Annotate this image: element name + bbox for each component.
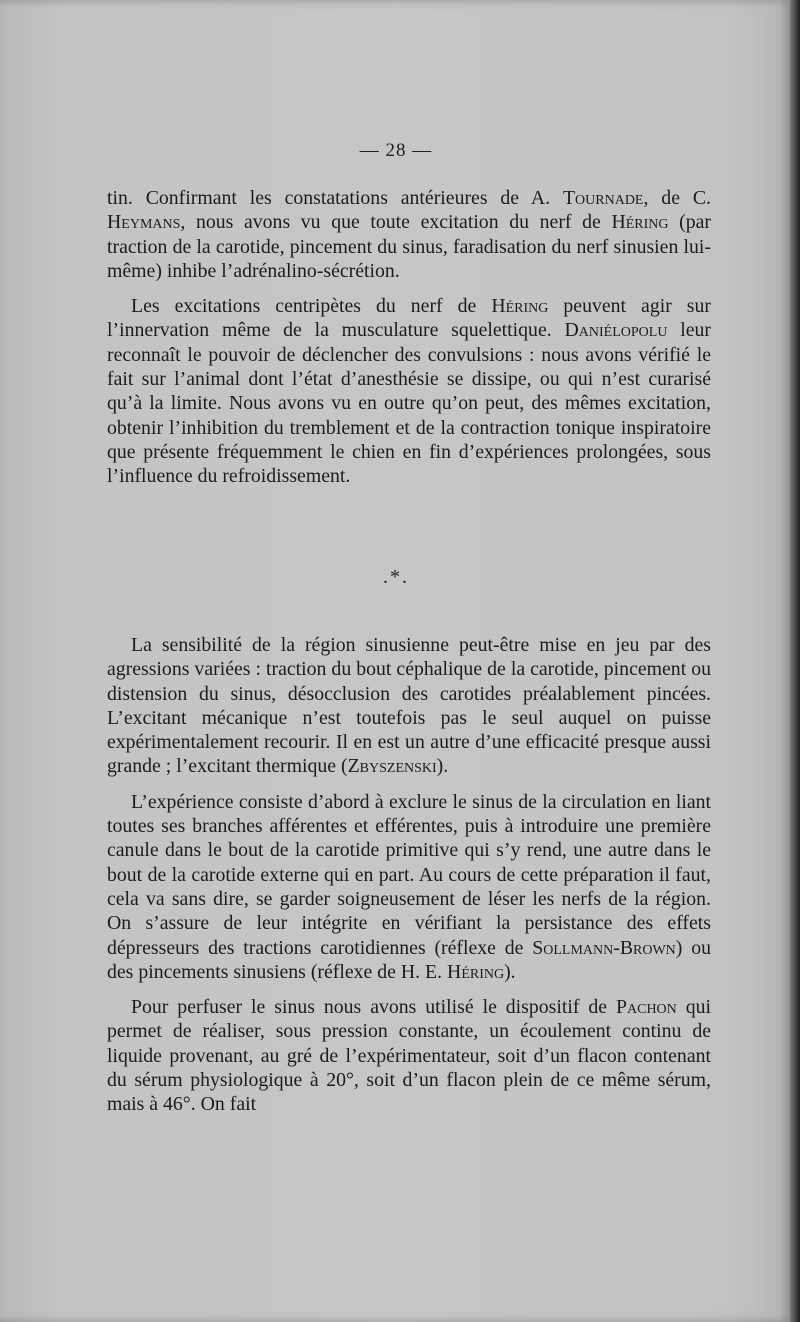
text-run: leur reconnaît le pouvoir de déclencher des convulsions : nous avons vérifié le fait sur l’animal dont l’état d’anesthésie se dissipe, ou qui n’est curarisé qu’à la limite. Nous avons vu en outre qu’on peut, des mêmes excitation, obtenir l’inhibition du tremblement et de la contraction tonique inspiratoire que présente fréquemment le chien en fin d’expériences prolongées, sous l’influence du refroidissement. xyxy=(107,319,711,488)
page-number: — 28 — xyxy=(359,140,433,161)
text-run: , nous avons vu que toute excitation du nerf de xyxy=(180,211,612,234)
page-edge-shadow xyxy=(790,0,800,1322)
text-run: peuvent agir sur l’innervation même de la musculature squelettique. xyxy=(107,295,711,342)
text-run: (par traction de la carotide, pincement du sinus, faradisation du nerf sinusien lui-même) inhibe l’adrénalino-sécrétion. xyxy=(107,211,711,282)
text-run: , de C. xyxy=(643,187,711,209)
author-name: Sollmann-Brown xyxy=(532,936,676,959)
text-block-lower xyxy=(107,633,711,1117)
author-name: Héring xyxy=(491,295,549,318)
author-name: Zbyszenski xyxy=(347,755,437,778)
paragraph xyxy=(107,995,711,1116)
text-block-upper xyxy=(107,186,711,489)
paragraph xyxy=(107,790,711,984)
text-run: tin. Confirmant les constatations antérieures de A. xyxy=(107,187,563,209)
author-name: Heymans xyxy=(107,211,181,234)
text-run: La sensibilité de la région sinusienne peut-être mise en jeu par des agressions variées : traction du bout céphalique de la carotide, pincement ou distension du sinus, désocclusion des carotides préalablement pincées. L’excitant mécanique n’est toutefois pas le seul auquel on puisse expérimentalement recourir. Il en est un autre d’une efficacité presque aussi grande ; l’excitant thermique ( xyxy=(107,634,711,778)
paragraph xyxy=(107,633,711,779)
author-name: Daniélopolu xyxy=(564,319,668,342)
paragraph xyxy=(107,186,711,283)
text-run: ) ou des pincements sinusiens (réflexe de H. E. xyxy=(107,936,711,983)
text-run: Pour perfuser le sinus nous avons utilisé le dispositif de xyxy=(131,996,616,1019)
text-run: ). xyxy=(436,755,449,778)
text-run: qui permet de réaliser, sous pression constante, un écoulement continu de liquide provenant, au gré de l’expérimentateur, soit d’un flacon contenant du sérum physiologique à 20°, soit d’un flacon plein de ce même sérum, mais à 46°. On fait xyxy=(107,996,711,1116)
author-name: Pachon xyxy=(616,996,677,1019)
text-run: L’expérience consiste d’abord à exclure le sinus de la circulation en liant toutes ses branches afférentes et efférentes, puis à introduire une première canule dans le bout de la carotide primitive qui s’y rend, une autre dans le bout de la carotide externe qui en part. Au cours de cette préparation il faut, cela va sans dire, se garder soigneusement de léser les nerfs de la région. On s’assure de leur intégrite en vérifiant la persistance des effets dépresseurs des tractions carotidiennes (réflexe de xyxy=(107,790,711,959)
section-separator: .*. xyxy=(383,566,409,588)
text-run: Les excitations centripètes du nerf de xyxy=(131,295,492,318)
author-name: Héring xyxy=(447,960,505,983)
author-name: Héring xyxy=(611,211,669,234)
author-name: Tournade xyxy=(562,187,644,209)
paragraph xyxy=(107,294,711,488)
text-run: ). xyxy=(504,960,516,983)
